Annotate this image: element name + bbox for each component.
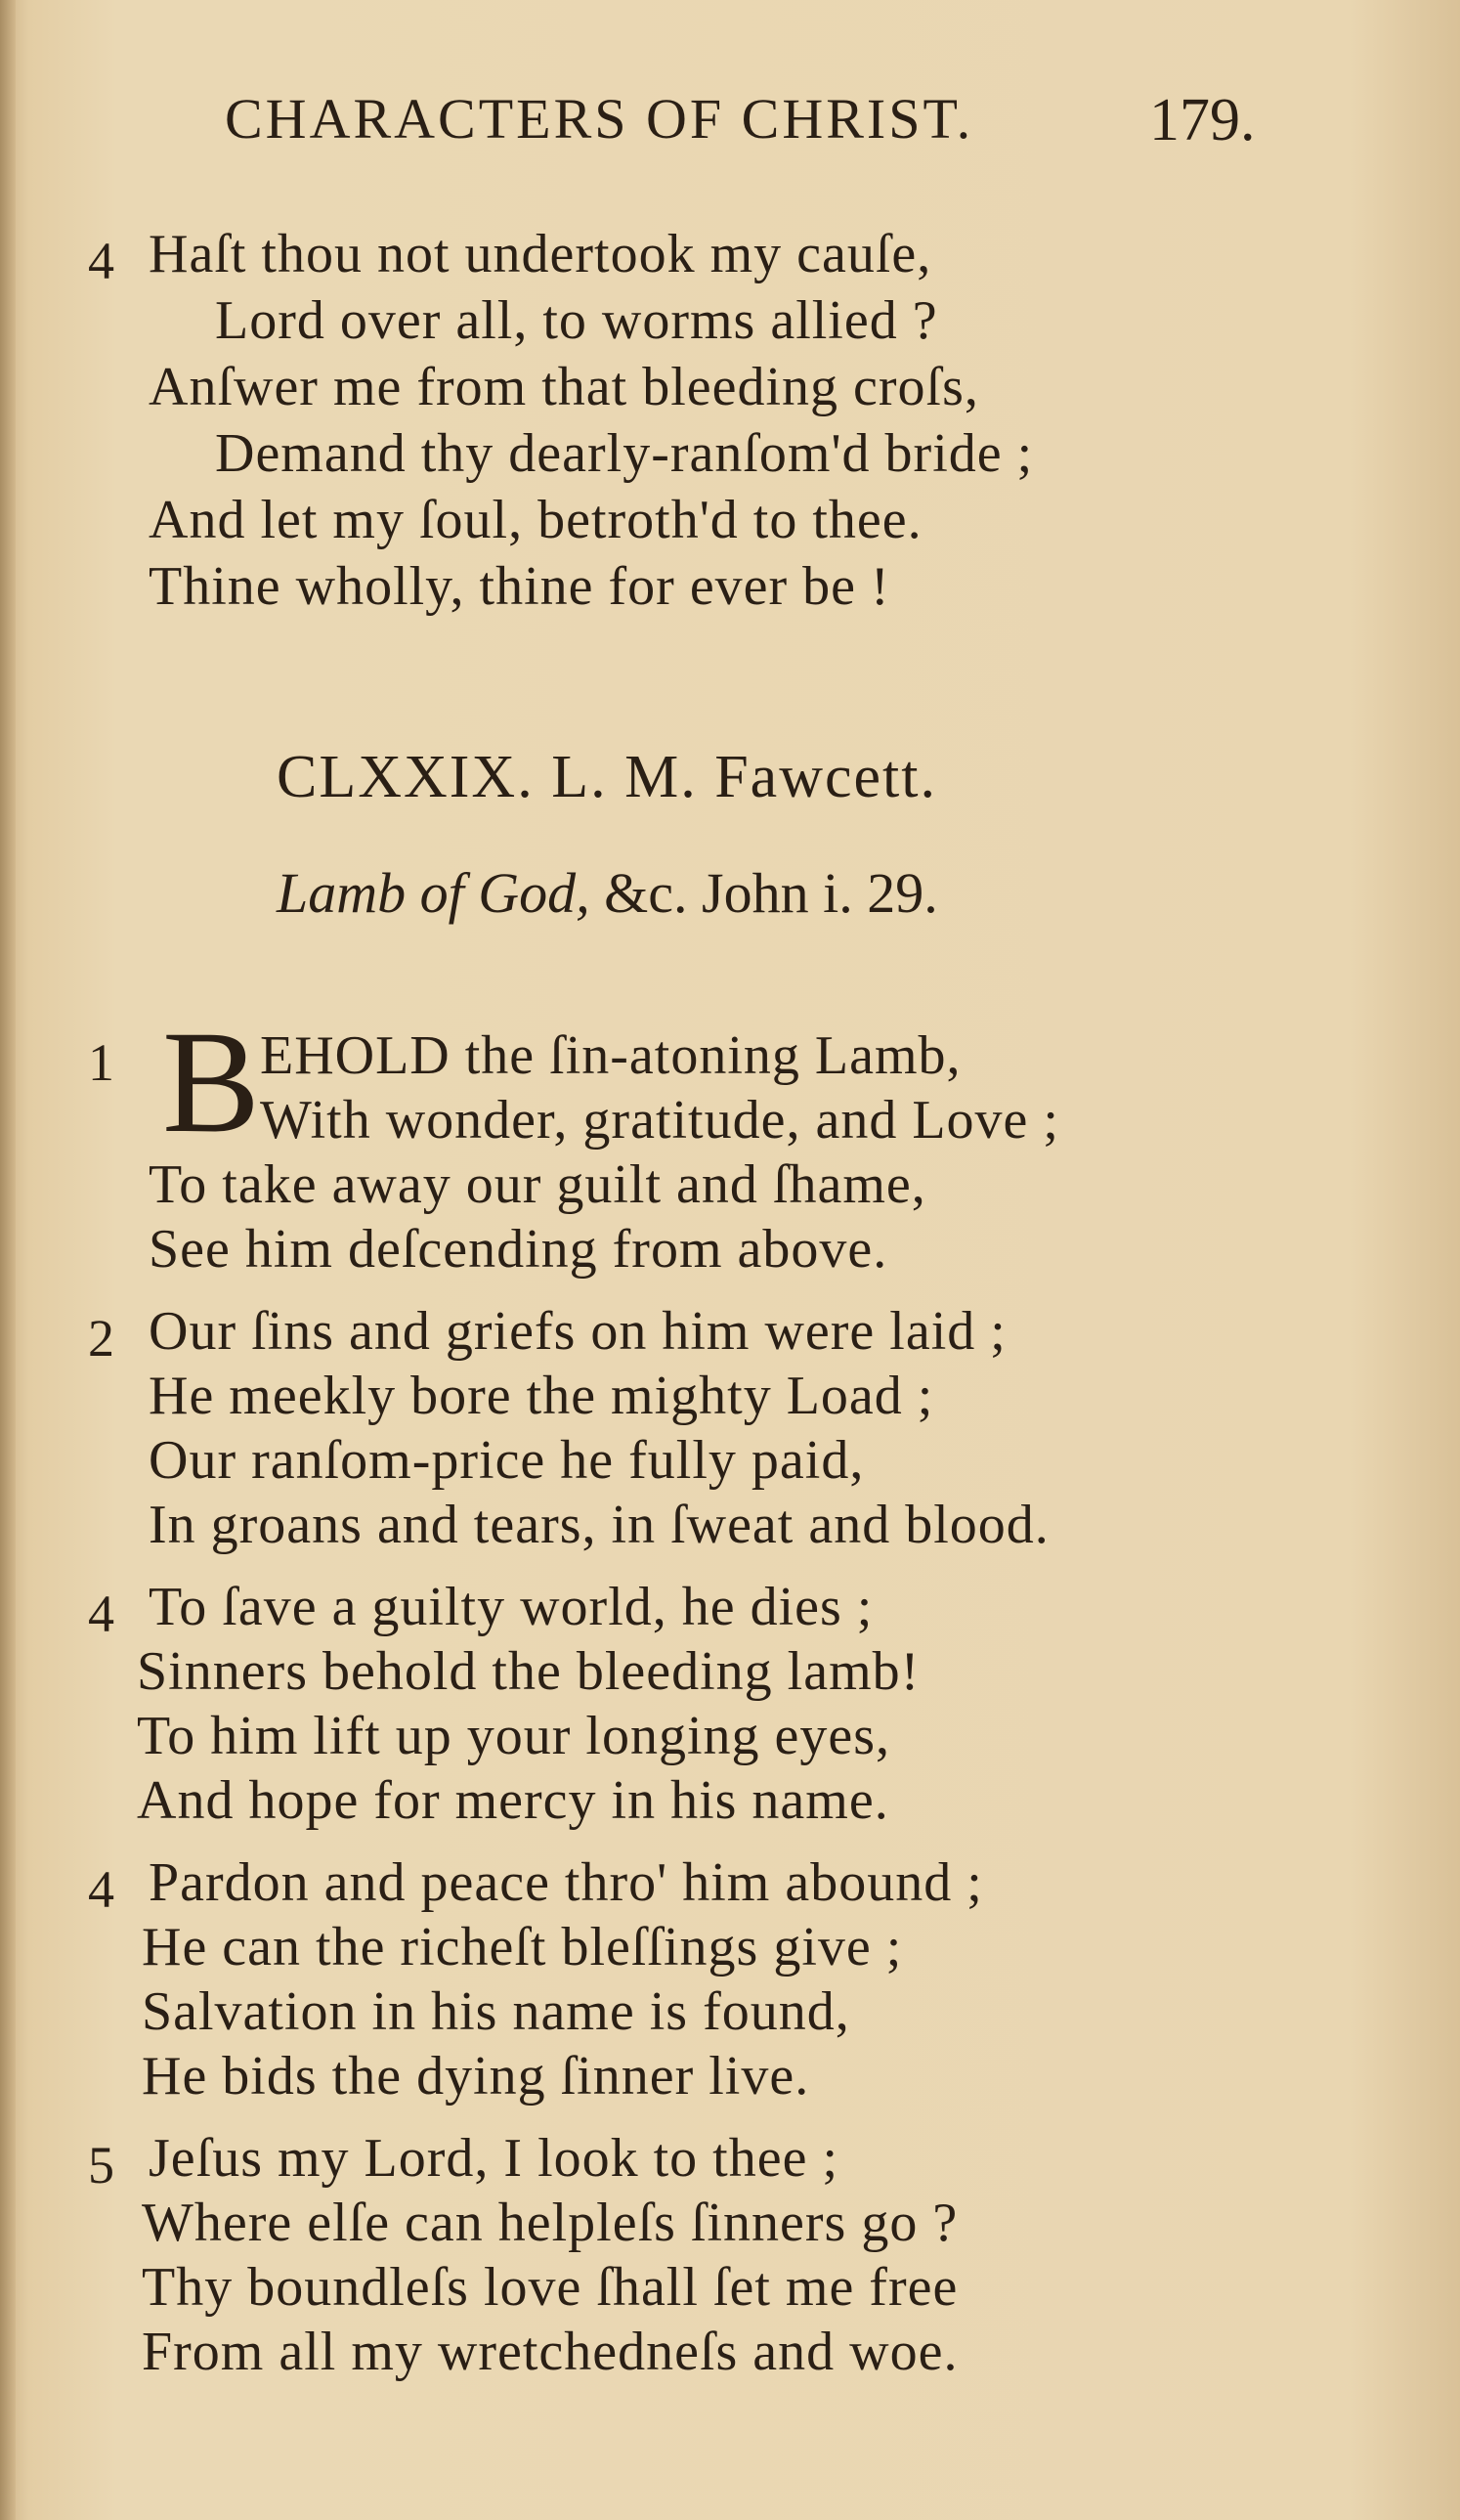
verse-line: Our ſins and griefs on him were laid ; bbox=[149, 1301, 1007, 1362]
page-number: 179. bbox=[1149, 87, 1256, 153]
subtitle-reference: &c. John i. 29. bbox=[589, 861, 938, 925]
hymn-verse bbox=[88, 1001, 1261, 1280]
subtitle-italic: Lamb of God, bbox=[277, 861, 590, 925]
hymn-verse bbox=[88, 1851, 1261, 2115]
verse-line: To take away our guilt and ſhame, bbox=[149, 1154, 926, 1215]
verse-line: Thy boundleſs love ſhall ſet me free bbox=[142, 2257, 959, 2318]
verse-number: 1 bbox=[88, 1033, 114, 1092]
verse-line: Sinners behold the bleeding lamb! bbox=[137, 1641, 921, 1702]
hymn-verse bbox=[88, 1576, 1261, 1840]
verse-number: 4 bbox=[88, 232, 114, 290]
verse-line: Our ranſom-price he fully paid, bbox=[149, 1430, 865, 1491]
verse-line: He bids the dying ſinner live. bbox=[142, 2046, 810, 2107]
verse-line: Salvation in his name is found, bbox=[142, 1981, 850, 2042]
verse-line: To ſave a guilty world, he dies ; bbox=[149, 1577, 874, 1637]
verse-line: Lord over all, to worms allied ? bbox=[215, 290, 938, 351]
verse-number: 5 bbox=[88, 2136, 114, 2194]
verse-line: He can the richeſt bleſſings give ; bbox=[142, 1917, 903, 1977]
verse-number: 4 bbox=[88, 1585, 114, 1643]
drop-cap: B bbox=[162, 1001, 261, 1163]
verse-line: Thine wholly, thine for ever be ! bbox=[149, 556, 890, 617]
verse-line: Anſwer me from that bleeding croſs, bbox=[149, 357, 979, 417]
hymn-heading: CLXXIX. L. M. Fawcett. bbox=[277, 744, 937, 810]
verse-line: Pardon and peace thro' him abound ; bbox=[149, 1852, 983, 1913]
verse-number: 2 bbox=[88, 1309, 114, 1368]
verse-line: Haſt thou not undertook my cauſe, bbox=[149, 224, 932, 284]
verse-line: EHOLD the ſin-atoning Lamb, bbox=[260, 1025, 962, 1086]
verse-line: Where elſe can helpleſs ſinners go ? bbox=[142, 2193, 959, 2253]
hymn-subtitle bbox=[277, 860, 938, 926]
verse-line: To him lift up your longing eyes, bbox=[137, 1706, 891, 1766]
previous-hymn-stanza bbox=[88, 223, 1261, 617]
verse-line: And hope for mercy in his name. bbox=[137, 1770, 889, 1831]
verse-line: With wonder, gratitude, and Love ; bbox=[260, 1090, 1059, 1151]
page-spine-shadow bbox=[0, 0, 16, 2520]
verse-line: From all my wretchedneſs and woe. bbox=[142, 2322, 959, 2382]
running-title: CHARACTERS OF CHRIST. bbox=[225, 87, 974, 151]
verse-line: Demand thy dearly-ranſom'd bride ; bbox=[215, 423, 1034, 484]
verse-line: Jeſus my Lord, I look to thee ; bbox=[149, 2128, 839, 2189]
hymn-verse bbox=[88, 2127, 1261, 2401]
verse-line: He meekly bore the mighty Load ; bbox=[149, 1366, 934, 1426]
verse-line: See him deſcending from above. bbox=[149, 1219, 888, 1280]
page-header bbox=[225, 86, 1300, 174]
verse-line: And let my ſoul, betroth'd to thee. bbox=[149, 490, 923, 550]
hymn-verse bbox=[88, 1300, 1261, 1564]
verse-line: In groans and tears, in ſweat and blood. bbox=[149, 1495, 1050, 1555]
verse-number: 4 bbox=[88, 1860, 114, 1919]
